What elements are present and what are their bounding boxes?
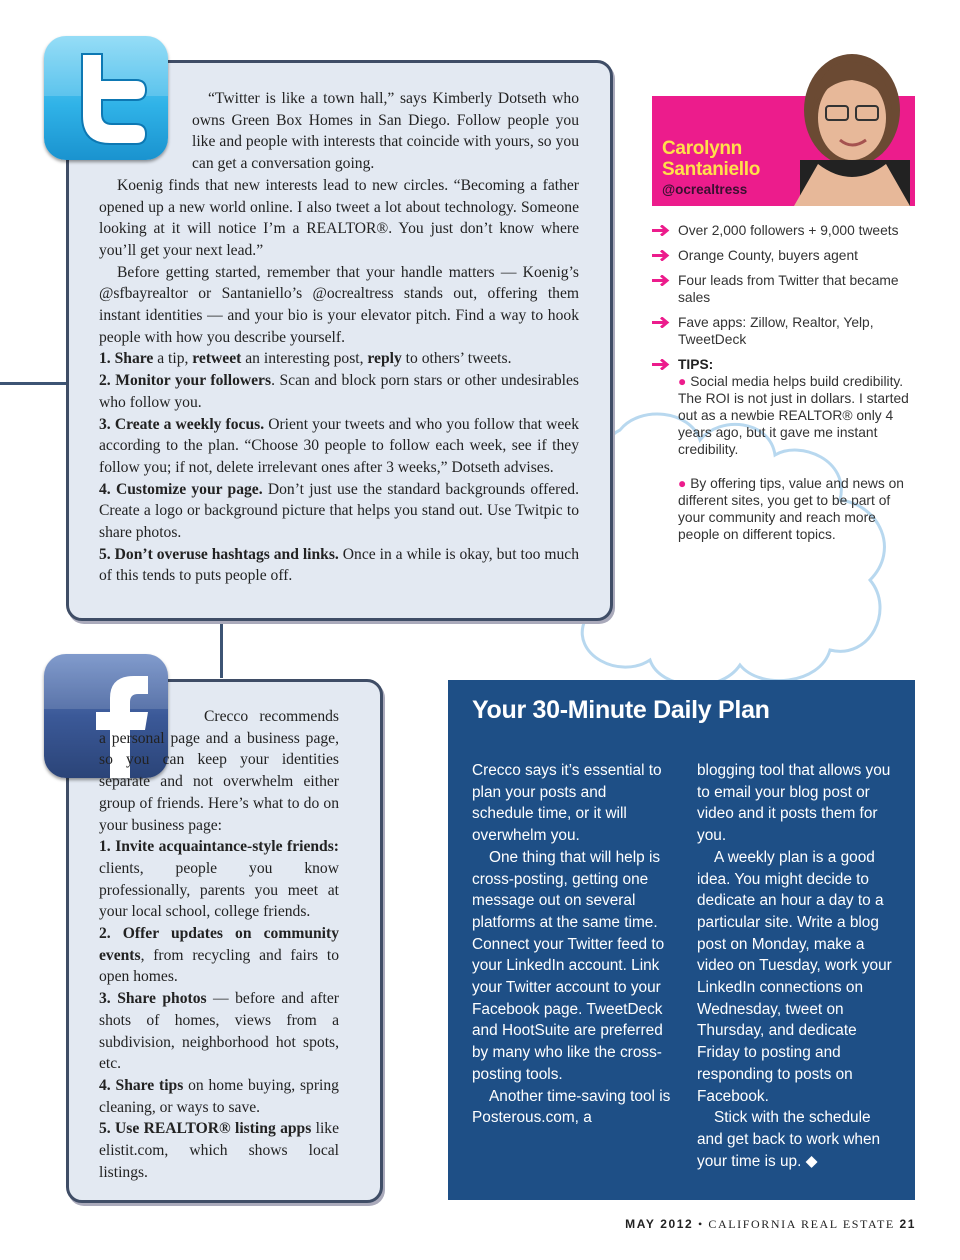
page-footer [625,1217,916,1232]
stat-location: Orange County, buyers agent [652,247,917,264]
facebook-tip-2: 2. Offer updates on community events, from recycling and fairs to open homes. [99,925,339,986]
footer-magazine: CALIFORNIA REAL ESTATE [708,1217,895,1231]
facebook-tip-3: 3. Share photos — before and after shots of homes, views from a subdivision, neighborhood hot spots, etc. [99,990,339,1073]
stat-leads: Four leads from Twitter that became sales [652,272,917,306]
connector-line-vertical [220,618,223,678]
facebook-article [99,706,339,1183]
profile-name: Carolynn Santaniello [662,138,761,180]
twitter-tip-2: 2. Monitor your followers. Scan and block porn stars or other undesirables who follow you. [99,372,580,411]
profile-tip-1: ● Social media helps build credibility. The ROI is not just in dollars. I started out as a newbie REALTOR® only 4 years ago, but it gave me instant credibility. [678,374,909,457]
stat-followers: Over 2,000 followers + 9,000 tweets [652,222,917,239]
twitter-paragraph-1: “Twitter is like a town hall,” says Kimberly Dotseth who owns Green Box Homes in San Diego. Follow people you like and people with interests that coincide with yours, so you can get a conversation going. [192,90,579,173]
facebook-tip-1: 1. Invite acquaintance-style friends: clients, people you know professionally, parents you meet at your local school, college friends. [99,838,339,921]
twitter-tip-3: 3. Create a weekly focus. Orient your tweets and who you follow that week according to the plan. “Choose 30 people to follow each week, see if they follow you; if not, delete irrelevant ones after 3 weeks,” Dotseth advises. [99,415,579,476]
page-number: 21 [899,1217,916,1231]
footer-separator: • [697,1217,704,1231]
stat-apps: Fave apps: Zillow, Realtor, Yelp, TweetDeck [652,314,917,348]
daily-plan-column-2: blogging tool that allows you to email your blog post or video and it posts them for you. A weekly plan is a good idea. You might decide to dedicate an hour a day to a particular site. Write a blog post on Monday, make a video on Tuesday, work your LinkedIn connections on Wednesday, tweet on Thursday, and dedicate Friday to posting and responding to posts on Facebook. Stick with the schedule and get back to work when your time is up. ◆ [697,762,892,1170]
arrow-icon [652,275,672,286]
footer-date: MAY 2012 [625,1217,694,1231]
arrow-icon [652,317,672,328]
facebook-tip-4: 4. Share tips on home buying, spring cleaning, or ways to save. [99,1076,339,1116]
arrow-icon [652,359,672,370]
arrow-icon [652,250,672,261]
profile-photo [790,40,915,206]
facebook-tip-5: 5. Use REALTOR® listing apps like elistit.com, which shows local listings. [99,1120,339,1181]
twitter-paragraph-2: Koenig finds that new interests lead to new circles. “Becoming a father opened up a new world online. I also tweet a lot about technology. Someone looking at it will notice I’m a REALTOR®. You just don’t know where you’ll get your next lead.” [99,176,579,259]
profile-tips: TIPS: ● Social media helps build credibility. The ROI is not just in dollars. I started out as a newbie REALTOR® only 4 years ago, but it gave me instant credibility. ● By offering tips, value and news on different sites, you get to be part of your community and reach more people on different topics. [652,356,917,543]
daily-plan-column-1: Crecco says it’s essential to plan your posts and schedule time, or it will overwhelm you. One thing that will help is cross-posting, getting one message out on several platforms at the same time. Connect your Twitter feed to your LinkedIn account. Link your Twitter account to your Facebook page. TweetDeck and HootSuite are preferred by many who like the cross-posting tools. Another time-saving tool is Posterous.com, a [472,762,671,1127]
twitter-tip-1: 1. Share a tip, retweet an interesting post, reply to others’ tweets. [99,350,512,368]
connector-line-left [0,382,68,385]
daily-plan-box [448,680,915,1200]
profile-handle: @ocrealtress [662,182,748,197]
arrow-icon [652,225,672,236]
daily-plan-title: Your 30-Minute Daily Plan [472,696,770,724]
twitter-tip-5: 5. Don’t overuse hashtags and links. Once in a while is okay, but too much of this tends to puts people off. [99,545,579,585]
facebook-intro: Crecco recommends a personal page and a business page, so you can keep your identities separate and not overwhelm either group of friends. Here’s what to do on your business page: [99,708,339,834]
twitter-article [99,88,579,587]
twitter-tip-4: 4. Customize your page. Don’t just use the standard backgrounds offered. Create a logo or background picture that helps you stand out. Use Twitpic to share photos. [99,480,579,542]
profile-tip-2: ● By offering tips, value and news on different sites, you get to be part of your community and reach more people on different topics. [678,476,904,542]
twitter-paragraph-3: Before getting started, remember that your handle matters — Koenig’s @sfbayrealtor or Santaniello’s @ocrealtress stands out, offering them instant identities — and your bio is your elevator pitch. Find a way to hook people with how you describe yourself. [99,263,579,346]
profile-stats [652,222,917,551]
